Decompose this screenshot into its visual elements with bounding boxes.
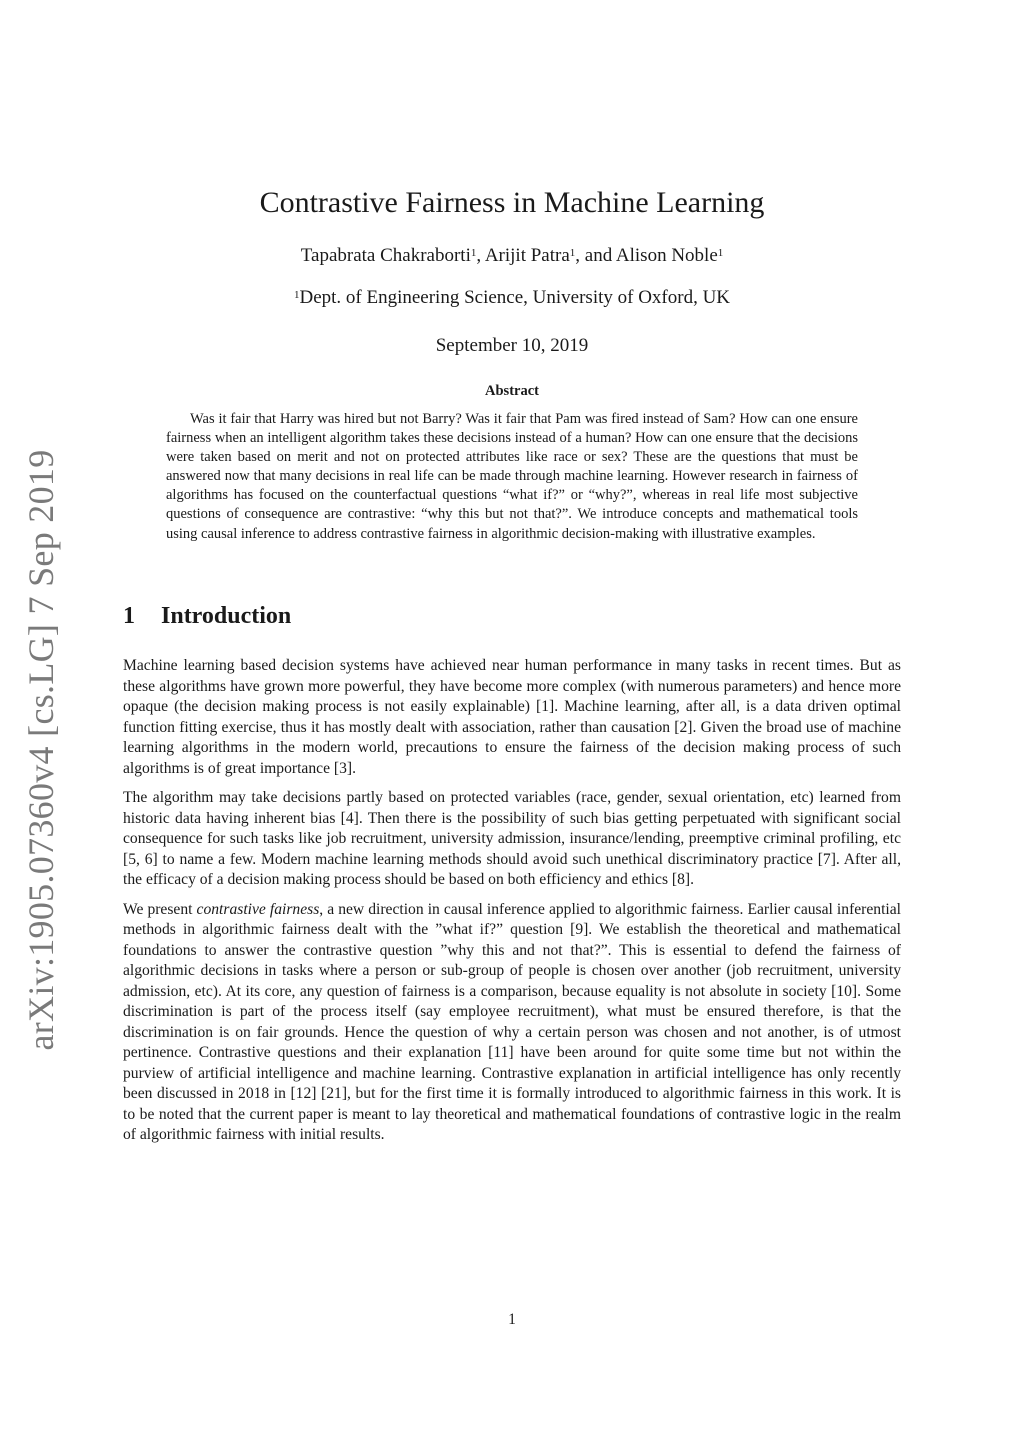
section-body (123, 656, 901, 1155)
section-number: 1 (123, 603, 135, 629)
section-title: Introduction (161, 603, 292, 629)
author-affiliation-mark: 1 (717, 247, 724, 259)
author-name: Alison Noble (615, 245, 718, 266)
paragraph: The algorithm may take decisions partly based on protected variables (race, gender, sexual orientation, etc) learned from historic data having inherent bias [4]. Then there is the possibility of such bias getting perpetuated with significant social consequence for such tasks like job recruitment, university admission, insurance/lending, preemptive criminal profiling, etc [5, 6] to name a few. Modern machine learning methods should avoid such unethical discriminatory practice [7]. After all, the efficacy of a decision making process should be based on both efficiency and ethics [8]. (123, 789, 901, 888)
page-number: 1 (508, 1311, 516, 1328)
abstract-heading: Abstract (485, 383, 539, 399)
section-heading (123, 600, 291, 632)
author-affiliation-mark: 1 (569, 247, 576, 259)
paper-title: Contrastive Fairness in Machine Learning (259, 186, 765, 219)
affiliation-text: Dept. of Engineering Science, University of Oxford, UK (299, 287, 731, 308)
paragraph-lead: We present (123, 900, 197, 918)
author-name: Arijit Patra (484, 245, 570, 266)
author-separator: , and (575, 245, 616, 266)
abstract-text: Was it fair that Harry was hired but not Barry? Was it fair that Pam was fired instead of Sam? How can one ensure fairness when an intelligent algorithm takes these decisions instead of a human? How can one ensure that the decisions were taken based on merit and not on protected attributes like race or sex? These are the questions that must be answered now that many decisions in real life can be made through machine learning. However research in fairness of algorithms has focused on the counterfactual questions “what if?” or “why?”, whereas in real life most subjective questions of consequence are contrastive: “why this but not that?”. We introduce concepts and mathematical tools using causal inference to address contrastive fairness in algorithmic decision-making with illustrative examples. (166, 411, 858, 542)
author-name: Tapabrata Chakraborti (300, 245, 471, 266)
affiliation-mark: 1 (293, 289, 300, 301)
author-affiliation-mark: 1 (470, 247, 477, 259)
emphasized-term: contrastive fairness (196, 900, 320, 918)
paragraph (123, 900, 901, 1146)
author-separator: , (476, 245, 485, 266)
arxiv-identifier-stamp: arXiv:1905.07360v4 [cs.LG] 7 Sep 2019 (21, 449, 61, 1051)
paragraph-rest: , a new direction in causal inference applied to algorithmic fairness. Earlier causal inferential methods in algorithmic fairness dealt with the ”what if?” question [9]. We establish the theoretical and mathematical foundations to answer the contrastive question ”why this and not that?”. This is essential to defend the fairness of algorithmic decisions in tasks where a person or sub-group of people is chosen over another (job recruitment, university admission, etc). At its core, any question of fairness is a comparison, because equality is not absolute in society [10]. Some discrimination is part of the process itself (say employee recruitment), what must be ensured therefore, is that the discrimination is on fair grounds. Hence the question of why a certain person was chosen and not another, is of utmost pertinence. Contrastive questions and their explanation [11] have been around for quite some time but not within the purview of artificial intelligence and machine learning. Contrastive explanation in artificial intelligence has only recently been discussed in 2018 in [12] [21], but for the first time it is formally introduced to algorithmic fairness in this work. It is to be noted that the current paper is meant to lay theoretical and mathematical foundations of contrastive logic in the realm of algorithmic fairness with initial results. (123, 900, 902, 1143)
paragraph: Machine learning based decision systems have achieved near human performance in many tasks in recent times. But as these algorithms have grown more powerful, they have become more complex (with numerous parameters) and hence more opaque (the decision making process is not easily explainable) [1]. Machine learning, after all, is a data driven optimal function fitting exercise, thus it has mostly dealt with association, rather than causation [2]. Given the broad use of machine learning algorithms in the modern world, precautions to ensure the fairness of the decision making process of such algorithms is of great importance [3]. (123, 657, 901, 777)
affiliation (0, 285, 1024, 311)
author-list (0, 243, 1024, 269)
publication-date: September 10, 2019 (435, 335, 589, 356)
